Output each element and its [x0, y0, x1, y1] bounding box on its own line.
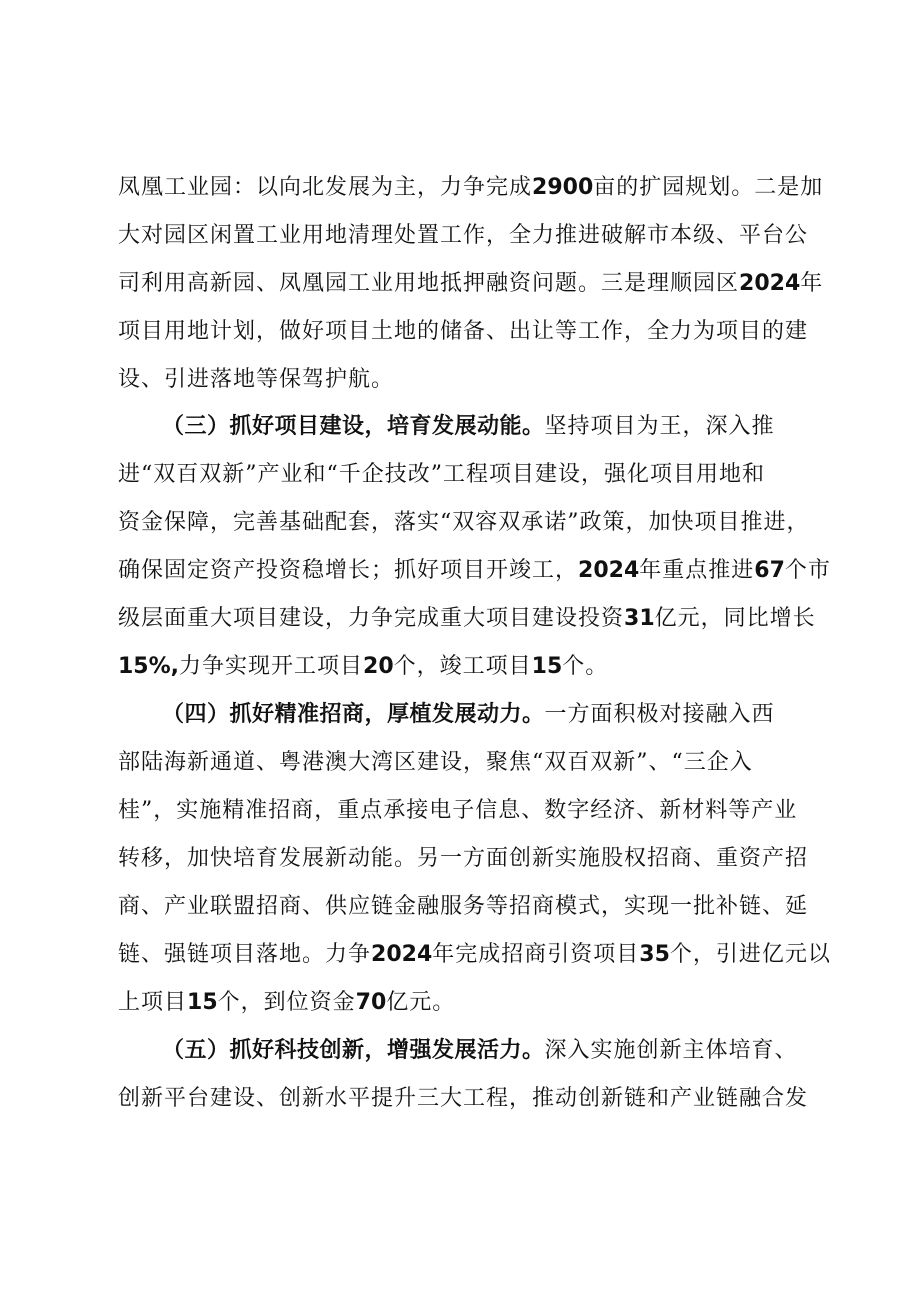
- bold-number: 15: [187, 990, 218, 1015]
- paragraph-3-line-6: [118, 931, 838, 979]
- text-run: 个，竣工项目: [393, 654, 532, 679]
- text-run: 链、强链项目落地。力争: [118, 942, 372, 967]
- paragraph-4-line-2: [118, 1075, 838, 1123]
- text-run: 大对园区闲置工业用地清理处置工作，全力推进破解市本级、平台公: [118, 223, 809, 248]
- bold-number: 2024: [739, 271, 801, 296]
- text-run: 年: [800, 271, 824, 296]
- text-run: 部陆海新通道、粤港澳大湾区建设，聚焦“双百双新”、“三企入: [118, 750, 753, 775]
- text-run: 凤凰工业园：以向北发展为主，力争完成: [118, 175, 533, 200]
- bold-number: 35: [639, 942, 670, 967]
- paragraph-3-line-1: [162, 691, 882, 739]
- bold-number: 2024: [371, 942, 433, 967]
- paragraph-2-line-5: [118, 595, 838, 643]
- text-run: 深入实施创新主体培育、: [544, 1038, 798, 1063]
- text-run: 个市: [784, 558, 831, 583]
- section-heading: （三）抓好项目建设，培育发展动能。: [162, 414, 545, 439]
- text-run: 项目用地计划，做好项目土地的储备、出让等工作，全力为项目的建: [118, 319, 809, 344]
- text-run: 个。: [562, 654, 609, 679]
- bold-number: 15: [531, 654, 563, 679]
- paragraph-3-line-4: [118, 835, 838, 883]
- text-run: 进“双百双新”产业和“千企技改”工程项目建设，强化项目用地和: [118, 462, 765, 487]
- text-run: 创新平台建设、创新水平提升三大工程，推动创新链和产业链融合发: [118, 1086, 809, 1111]
- text-run: 司利用高新园、凤凰园工业用地抵押融资问题。三是理顺园区: [118, 271, 740, 296]
- paragraph-3-line-2: [118, 739, 838, 787]
- paragraph-1-line-5: [118, 356, 838, 404]
- text-run: 亿元。: [386, 990, 456, 1015]
- text-run: 坚持项目为王，深入推: [544, 414, 775, 439]
- bold-number: 31: [624, 606, 655, 631]
- text-run: 商、产业联盟招商、供应链金融服务等招商模式，实现一批补链、延: [118, 894, 809, 919]
- text-run: 确保固定资产投资稳增长；抓好项目开竣工，: [118, 558, 579, 583]
- paragraph-2-line-3: [118, 499, 838, 547]
- paragraph-3-line-7: [118, 979, 838, 1027]
- section-heading: （四）抓好精准招商，厚植发展动力。: [162, 702, 545, 727]
- text-run: 亩的扩园规划。二是加: [593, 175, 824, 200]
- text-run: 资金保障，完善基础配套，落实“双容双承诺”政策，加快项目推进，: [118, 510, 810, 535]
- text-run: 级层面重大项目建设，力争完成重大项目建设投资: [118, 606, 625, 631]
- text-run: 上项目: [118, 990, 188, 1015]
- paragraph-3-line-3: [118, 787, 838, 835]
- bold-number: 2024: [578, 558, 640, 583]
- text-run: 个，引进亿元以: [669, 942, 831, 967]
- text-run: 亿元，同比增长: [654, 606, 816, 631]
- paragraph-2-line-2: [118, 451, 838, 499]
- text-run: 设、引进落地等保驾护航。: [118, 367, 395, 392]
- text-run: 转移，加快培育发展新动能。另一方面创新实施股权招商、重资产招: [118, 846, 809, 871]
- paragraph-1-line-4: [118, 308, 838, 356]
- bold-number: 67: [754, 558, 785, 583]
- paragraph-2-line-1: [162, 403, 882, 451]
- text-run: 力争实现开工项目: [179, 654, 364, 679]
- paragraph-2-line-6: [118, 643, 838, 691]
- text-run: 个，到位资金: [217, 990, 356, 1015]
- bold-number: 70: [355, 990, 387, 1015]
- text-run: 一方面积极对接融入西: [544, 702, 775, 727]
- paragraph-1-line-2: [118, 212, 838, 260]
- text-run: 桂”，实施精准招商，重点承接电子信息、数字经济、新材料等产业: [118, 798, 798, 823]
- bold-number: 2900: [532, 175, 594, 200]
- text-run: 年重点推进: [639, 558, 755, 583]
- paragraph-2-line-4: [118, 547, 838, 595]
- paragraph-1-line-1: [118, 164, 838, 212]
- bold-number: 15%,: [118, 654, 180, 679]
- paragraph-4-line-1: [162, 1027, 882, 1075]
- section-heading: （五）抓好科技创新，增强发展活力。: [162, 1038, 545, 1063]
- paragraph-1-line-3: [118, 260, 838, 308]
- paragraph-3-line-5: [118, 883, 838, 931]
- bold-number: 20: [363, 654, 394, 679]
- text-run: 年完成招商引资项目: [432, 942, 640, 967]
